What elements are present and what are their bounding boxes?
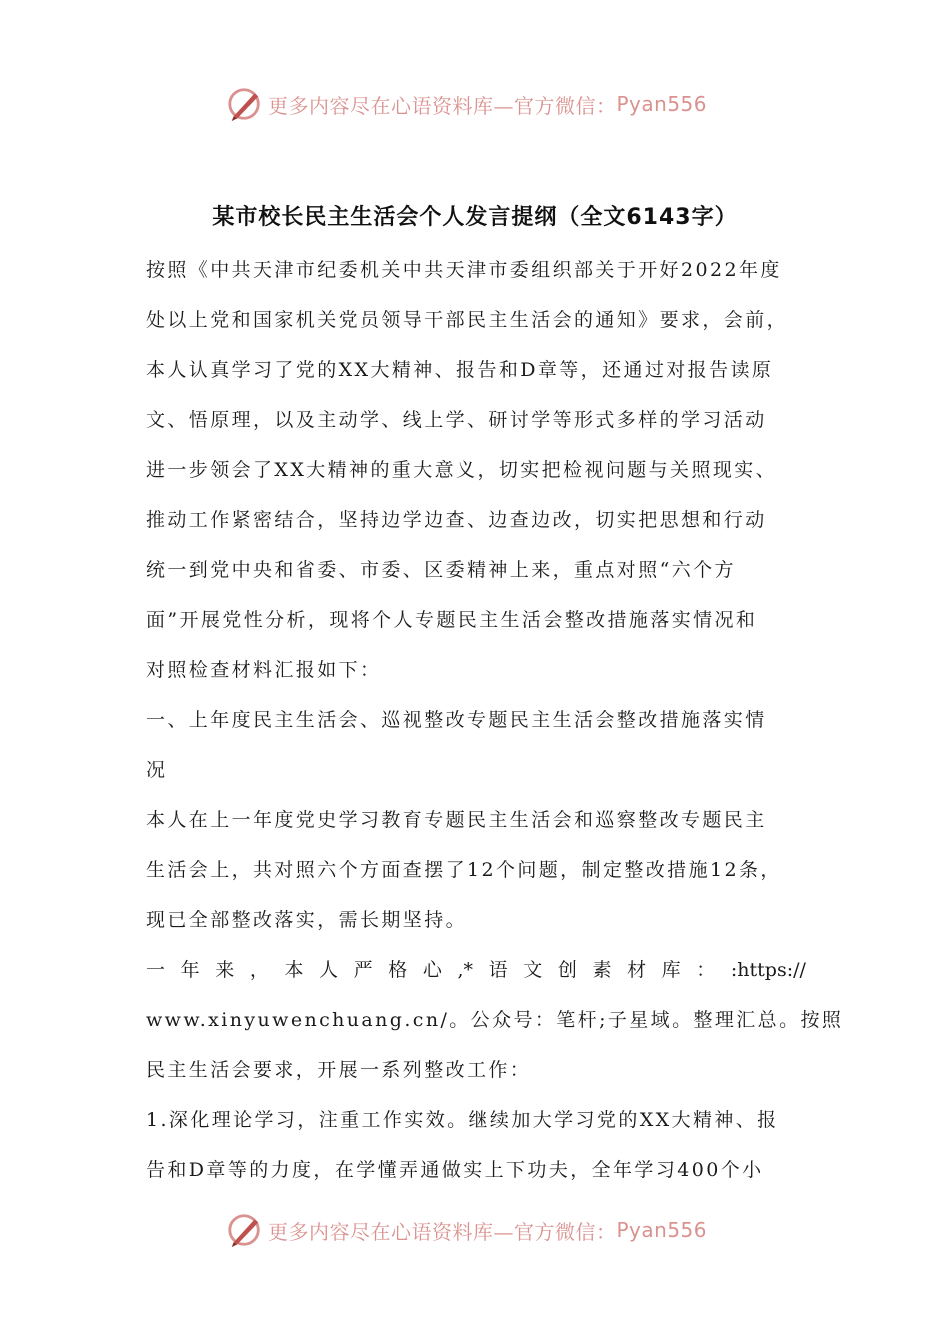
spaced-char: 材: [627, 959, 647, 981]
spaced-char: 来: [215, 959, 235, 981]
spaced-char: 年: [180, 959, 200, 981]
spaced-char: ，: [249, 959, 269, 981]
paragraph-line: 现已全部整改落实，需长期坚持。: [146, 909, 468, 931]
watermark-wechat-id: Pyan556: [616, 92, 708, 116]
paragraph-line: www.xinyuwenchuang.cn/。公众号：笔杆;子星域。整理汇总。按照: [146, 1009, 844, 1031]
paragraph-line: 民主生活会要求，开展一系列整改工作：: [146, 1059, 532, 1081]
paragraph-line: 统一到党中央和省委、市委、区委精神上来，重点对照“六个方: [146, 559, 736, 581]
spaced-char: 人: [319, 959, 339, 981]
section-heading-line: 况: [146, 759, 168, 781]
paragraph-line: 1.深化理论学习，注重工作实效。继续加大学习党的XX大精神、报: [146, 1109, 779, 1131]
document-body: [146, 252, 844, 1202]
spaced-char: :https://: [730, 959, 806, 981]
watermark-banner-bottom: [0, 1208, 950, 1252]
paragraph-line: 本人认真学习了党的XX大精神、报告和D章等，还通过对报告读原: [146, 359, 774, 381]
watermark-wechat-id: Pyan556: [616, 1218, 708, 1242]
section-heading-line: 一、上年度民主生活会、巡视整改专题民主生活会整改措施落实情: [146, 709, 767, 731]
spaced-char: 文: [523, 959, 543, 981]
spaced-char: 库: [661, 959, 681, 981]
paragraph-line: 对照检查材料汇报如下：: [146, 659, 382, 681]
spaced-char: ：: [696, 959, 716, 981]
spaced-char: 本: [284, 959, 304, 981]
document-title: 某市校长民主生活会个人发言提纲（全文6143字）: [212, 205, 738, 230]
paragraph-line: 进一步领会了XX大精神的重大意义，切实把检视问题与关照现实、: [146, 459, 778, 481]
paragraph-line: 告和D章等的力度，在学懂弄通做实上下功夫，全年学习400个小: [146, 1159, 764, 1181]
paragraph-line: 文、悟原理，以及主动学、线上学、研讨学等形式多样的学习活动: [146, 409, 767, 431]
spaced-char: 创: [557, 959, 577, 981]
spaced-char: 格: [388, 959, 408, 981]
pen-logo-icon: [226, 1211, 264, 1249]
spaced-char: 严: [353, 959, 373, 981]
spaced-char: ,*: [457, 959, 474, 981]
watermark-banner-top: [0, 82, 950, 126]
spaced-char: 语: [488, 959, 508, 981]
paragraph-line: 按照《中共天津市纪委机关中共天津市委组织部关于开好2022年度: [146, 259, 782, 281]
paragraph-line: 面”开展党性分析，现将个人专题民主生活会整改措施落实情况和: [146, 609, 758, 631]
paragraph-line: 本人在上一年度党史学习教育专题民主生活会和巡察整改专题民主: [146, 809, 767, 831]
spaced-char: 心: [422, 959, 442, 981]
spaced-paragraph-line: [146, 952, 806, 1002]
watermark-text: 更多内容尽在心语资料库—官方微信：: [268, 1219, 617, 1244]
pen-logo-icon: [226, 85, 264, 123]
paragraph-line: 生活会上，共对照六个方面查摆了12个问题，制定整改措施12条，: [146, 859, 782, 881]
spaced-char: 素: [592, 959, 612, 981]
spaced-char: 一: [146, 959, 166, 981]
paragraph-line: 处以上党和国家机关党员领导干部民主生活会的通知》要求，会前，: [146, 309, 789, 331]
watermark-text: 更多内容尽在心语资料库—官方微信：: [268, 93, 617, 118]
paragraph-line: 推动工作紧密结合，坚持边学边查、边查边改，切实把思想和行动: [146, 509, 767, 531]
